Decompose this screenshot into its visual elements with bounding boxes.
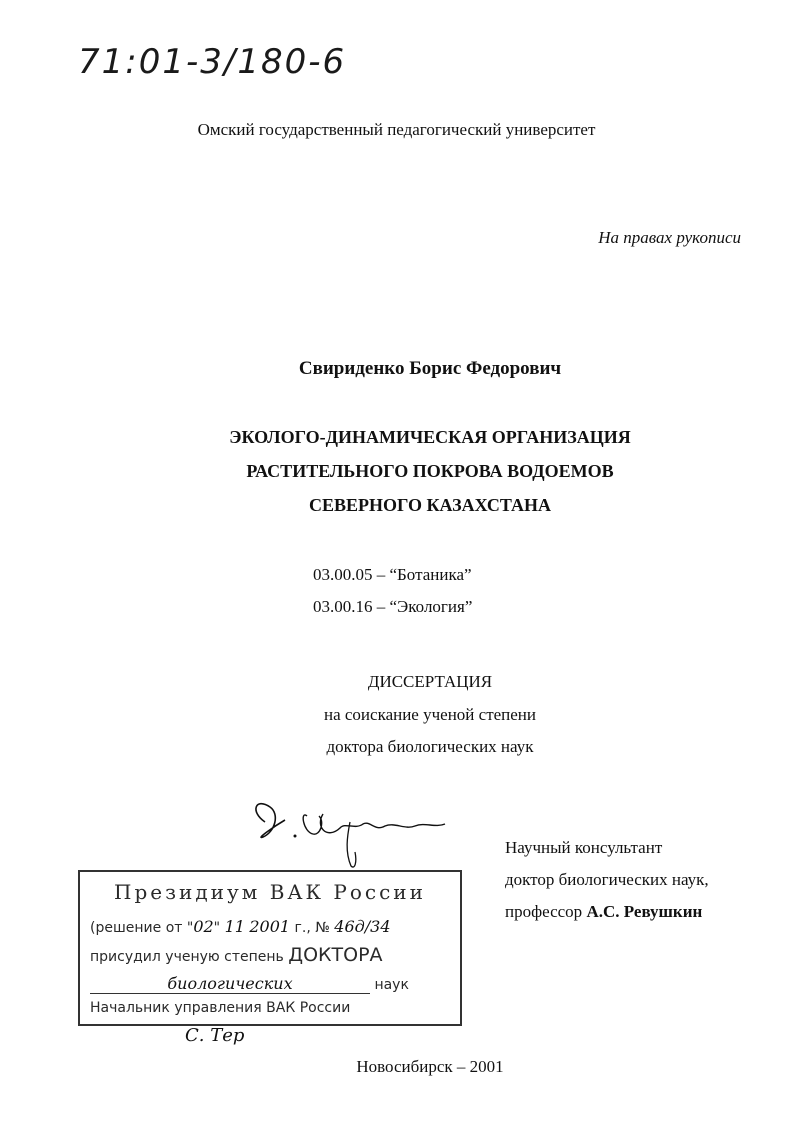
stamp-decision-prefix: (решение от "	[90, 920, 194, 936]
degree-line-1: на соискание ученой степени	[323, 705, 537, 724]
specialty-ecology: 03.00.16 – “Экология”	[313, 597, 473, 616]
stamp-day: 02	[193, 917, 214, 936]
stamp-field: биологических	[90, 974, 370, 994]
title-line: СЕВЕРНОГО КАЗАХСТАНА	[308, 495, 552, 515]
archive-code: 71:01-3/180-6	[78, 42, 347, 82]
stamp-degree: ДОКТОРА	[288, 944, 383, 966]
stamp-title: Президиум ВАК России	[114, 880, 426, 904]
manuscript-rights: На правах рукописи	[598, 228, 741, 247]
stamp-year: 2001	[249, 917, 291, 936]
title-line: РАСТИТЕЛЬНОГО ПОКРОВА ВОДОЕМОВ	[246, 461, 614, 481]
consultant-block	[505, 832, 709, 928]
degree-line-2: доктора биологических наук	[326, 737, 534, 756]
consultant-label: Научный консультант	[505, 838, 663, 857]
consultant-rank: профессор	[505, 902, 587, 921]
consultant-name: А.С. Ревушкин	[586, 902, 703, 921]
stamp-awarded: присудил ученую степень	[90, 949, 284, 965]
university-name: Омский государственный педагогический университет	[197, 120, 596, 139]
city-year: Новосибирск – 2001	[356, 1057, 504, 1076]
stamp-month: 11	[224, 917, 245, 936]
vak-stamp	[78, 870, 462, 1026]
stamp-decision-line: (решение от "02" 11 2001 г., № 46д/34	[90, 917, 391, 936]
stamp-head-signature: С. Тер	[185, 1025, 245, 1046]
author-signature	[245, 792, 455, 872]
title-line: ЭКОЛОГО-ДИНАМИЧЕСКАЯ ОРГАНИЗАЦИЯ	[229, 427, 631, 447]
specialty-botany: 03.00.05 – “Ботаника”	[313, 565, 472, 584]
stamp-number: 46д/34	[334, 917, 391, 936]
stamp-field-line	[90, 974, 409, 994]
author-name: Свириденко Борис Федорович	[298, 358, 562, 379]
doc-type: ДИССЕРТАЦИЯ	[367, 672, 493, 691]
dissertation-title	[0, 420, 793, 522]
stamp-field-suffix: наук	[374, 977, 409, 993]
consultant-title	[505, 896, 709, 928]
stamp-head: Начальник управления ВАК России	[90, 1000, 351, 1016]
consultant-degree: доктор биологических наук,	[505, 870, 709, 889]
stamp-year-suffix: г., №	[294, 920, 330, 936]
stamp-award-line	[90, 944, 383, 966]
